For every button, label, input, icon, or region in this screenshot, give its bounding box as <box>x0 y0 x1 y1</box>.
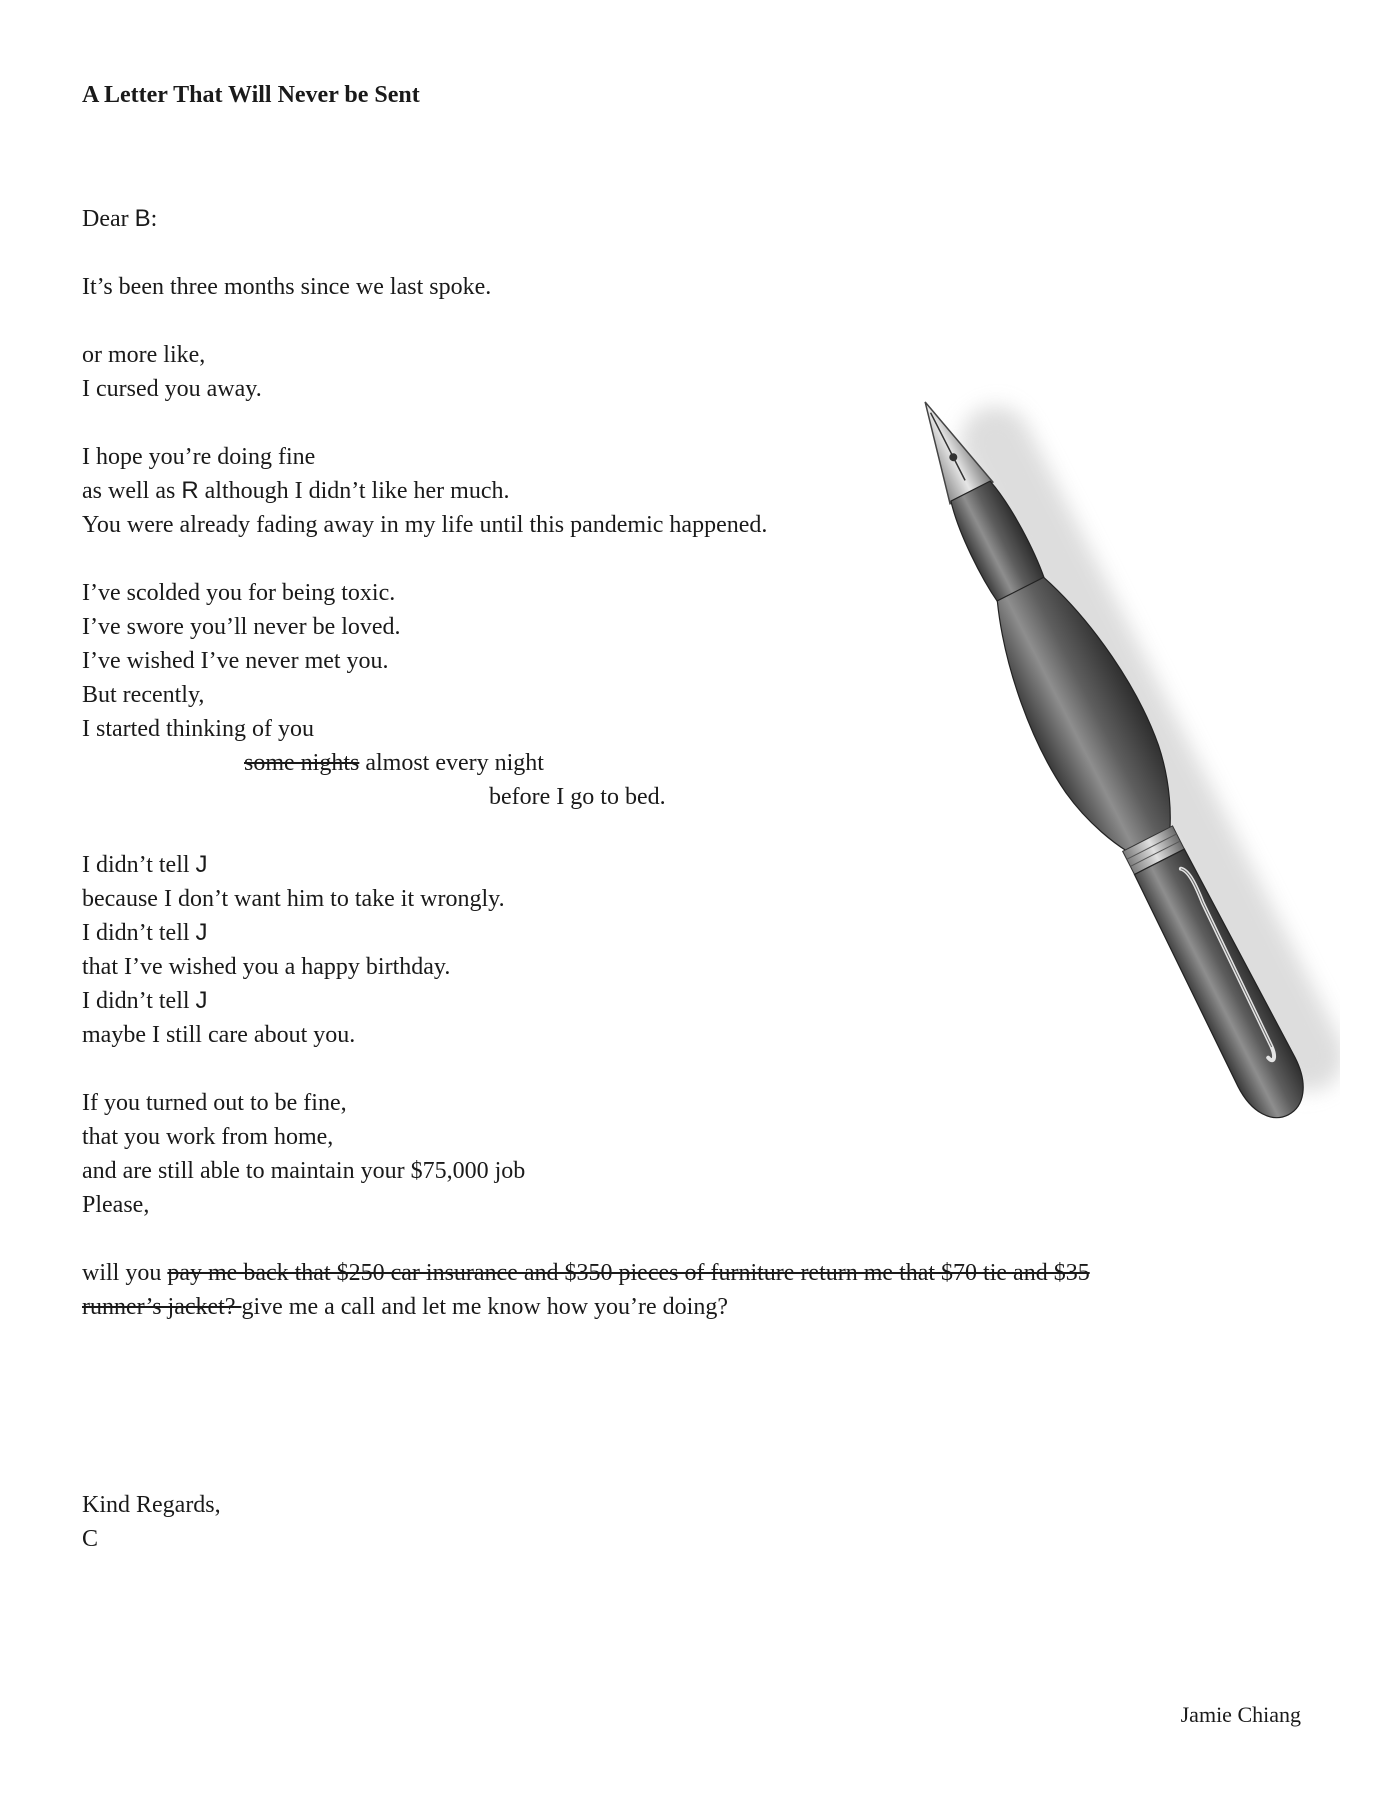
paragraph-line: I’ve wished I’ve never met you. <box>82 648 389 674</box>
paragraph-line: and are still able to maintain your $75,000 job <box>82 1158 526 1184</box>
paragraph-line: I cursed you away. <box>82 376 262 402</box>
salutation-initial: B <box>134 205 151 232</box>
salutation-prefix: Dear <box>82 206 135 232</box>
salutation <box>82 202 1262 236</box>
paragraph-line: or more like, <box>82 342 206 368</box>
initial-j: J <box>195 987 208 1014</box>
paragraph-line: because I don’t want him to take it wrongly. <box>82 886 505 912</box>
paragraph-line: maybe I still care about you. <box>82 1022 356 1048</box>
text-span: I didn’t tell <box>82 988 196 1014</box>
paragraph-line: before I go to bed. <box>489 784 666 810</box>
paragraph-line: I’ve scolded you for being toxic. <box>82 580 396 606</box>
paragraph-line: I started thinking of you <box>82 716 314 742</box>
text-span: as well as <box>82 478 182 504</box>
paragraph-line: I’ve swore you’ll never be loved. <box>82 614 401 640</box>
paragraph-line: I hope you’re doing fine <box>82 444 316 470</box>
paragraph-line: But recently, <box>82 682 205 708</box>
struck-text: pay me back that $250 car insurance and $350 pieces of furniture return me that $70 tie and $35 <box>167 1260 1090 1286</box>
text-span: although I didn’t like her much. <box>198 478 510 504</box>
text-span: will you <box>82 1260 168 1286</box>
text-span: give me a call and let me know how you’re doing? <box>241 1294 728 1320</box>
struck-text: some nights <box>244 750 360 776</box>
text-span: I didn’t tell <box>82 920 196 946</box>
salutation-suffix: : <box>150 206 158 232</box>
text-span: I didn’t tell <box>82 852 196 878</box>
struck-text: runner’s jacket? <box>82 1294 242 1320</box>
paragraph-line: It’s been three months since we last spoke. <box>82 274 492 300</box>
author-name: Jamie Chiang <box>1180 1702 1301 1727</box>
paragraph-line: that I’ve wished you a happy birthday. <box>82 954 451 980</box>
paragraph-line: that you work from home, <box>82 1124 334 1150</box>
initial-j: J <box>195 851 208 878</box>
paragraph-line <box>82 1256 1262 1290</box>
text-span: almost every night <box>359 750 544 776</box>
closing-block <box>82 1488 221 1556</box>
paragraph-line: If you turned out to be fine, <box>82 1090 347 1116</box>
initial-j: J <box>195 919 208 946</box>
paragraph-line <box>82 1290 1262 1324</box>
paragraph-line: You were already fading away in my life until this pandemic happened. <box>82 512 768 538</box>
fountain-pen-illustration <box>920 340 1340 1180</box>
initial-r: R <box>181 477 199 504</box>
letter-title: A Letter That Will Never be Sent <box>82 82 420 108</box>
closing-line: Kind Regards, <box>82 1492 221 1518</box>
signature: C <box>82 1526 99 1552</box>
paragraph-line: Please, <box>82 1192 150 1218</box>
